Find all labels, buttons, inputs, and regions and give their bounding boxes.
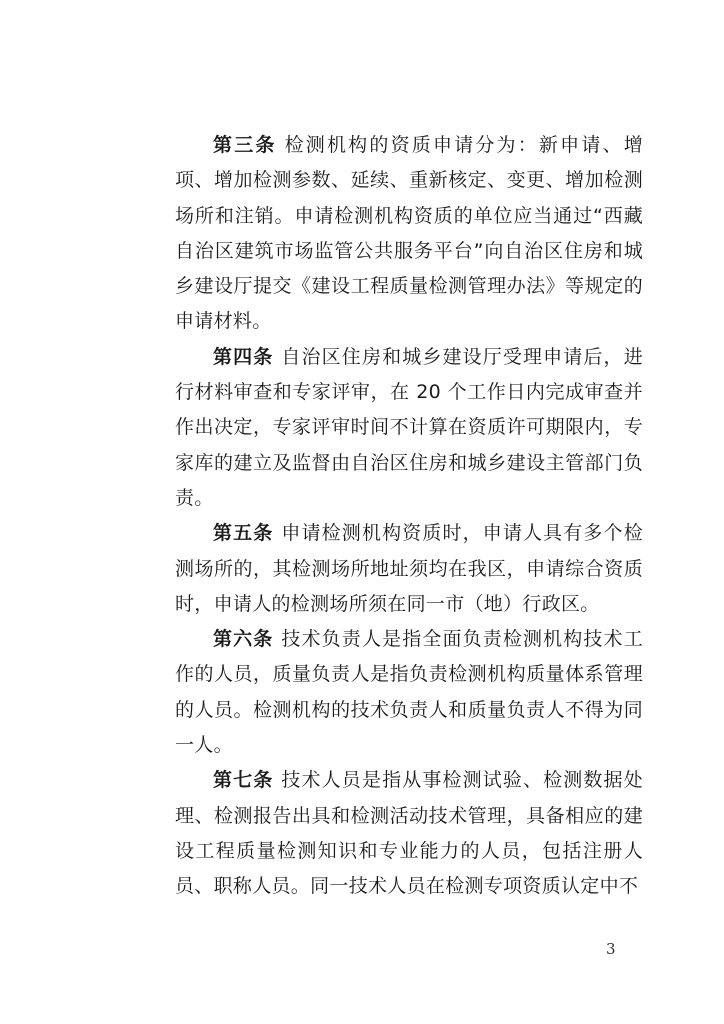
article-5-title: 第五条 <box>213 522 274 545</box>
article-7 <box>175 763 643 904</box>
article-5 <box>175 516 643 622</box>
article-5-text: 申请检测机构资质时，申请人具有多个检测场所的，其检测场所地址须均在我区，申请综合资质时，申请人的检测场所须在同一市（地）行政区。 <box>175 522 643 615</box>
document-body <box>175 128 643 905</box>
article-7-title: 第七条 <box>213 769 274 792</box>
article-6-title: 第六条 <box>213 628 274 651</box>
article-4-title: 第四条 <box>213 345 274 368</box>
article-3-text: 检测机构的资质申请分为：新申请、增项、增加检测参数、延续、重新核定、变更、增加检测场所和注销。申请检测机构资质的单位应当通过“西藏自治区建筑市场监管公共服务平台”向自治区住房和城乡建设厅提交《建设工程质量检测管理办法》等规定的申请材料。 <box>175 134 643 333</box>
page-number: 3 <box>606 940 616 958</box>
article-6 <box>175 622 643 763</box>
article-7-text: 技术人员是指从事检测试验、检测数据处理、检测报告出具和检测活动技术管理，具备相应的建设工程质量检测知识和专业能力的人员，包括注册人员、职称人员。同一技术人员在检测专项资质认定中不 <box>175 769 643 898</box>
article-6-text: 技术负责人是指全面负责检测机构技术工作的人员，质量负责人是指负责检测机构质量体系管理的人员。检测机构的技术负责人和质量负责人不得为同一人。 <box>175 628 643 757</box>
article-4 <box>175 340 643 516</box>
article-3-title: 第三条 <box>213 134 277 156</box>
article-3 <box>175 128 643 340</box>
article-4-text: 自治区住房和城乡建设厅受理申请后，进行材料审查和专家评审，在 20 个工作日内完成审查并作出决定，专家评审时间不计算在资质许可期限内，专家库的建立及监督由自治区住房和城乡建设主管部门负责。 <box>175 345 643 509</box>
